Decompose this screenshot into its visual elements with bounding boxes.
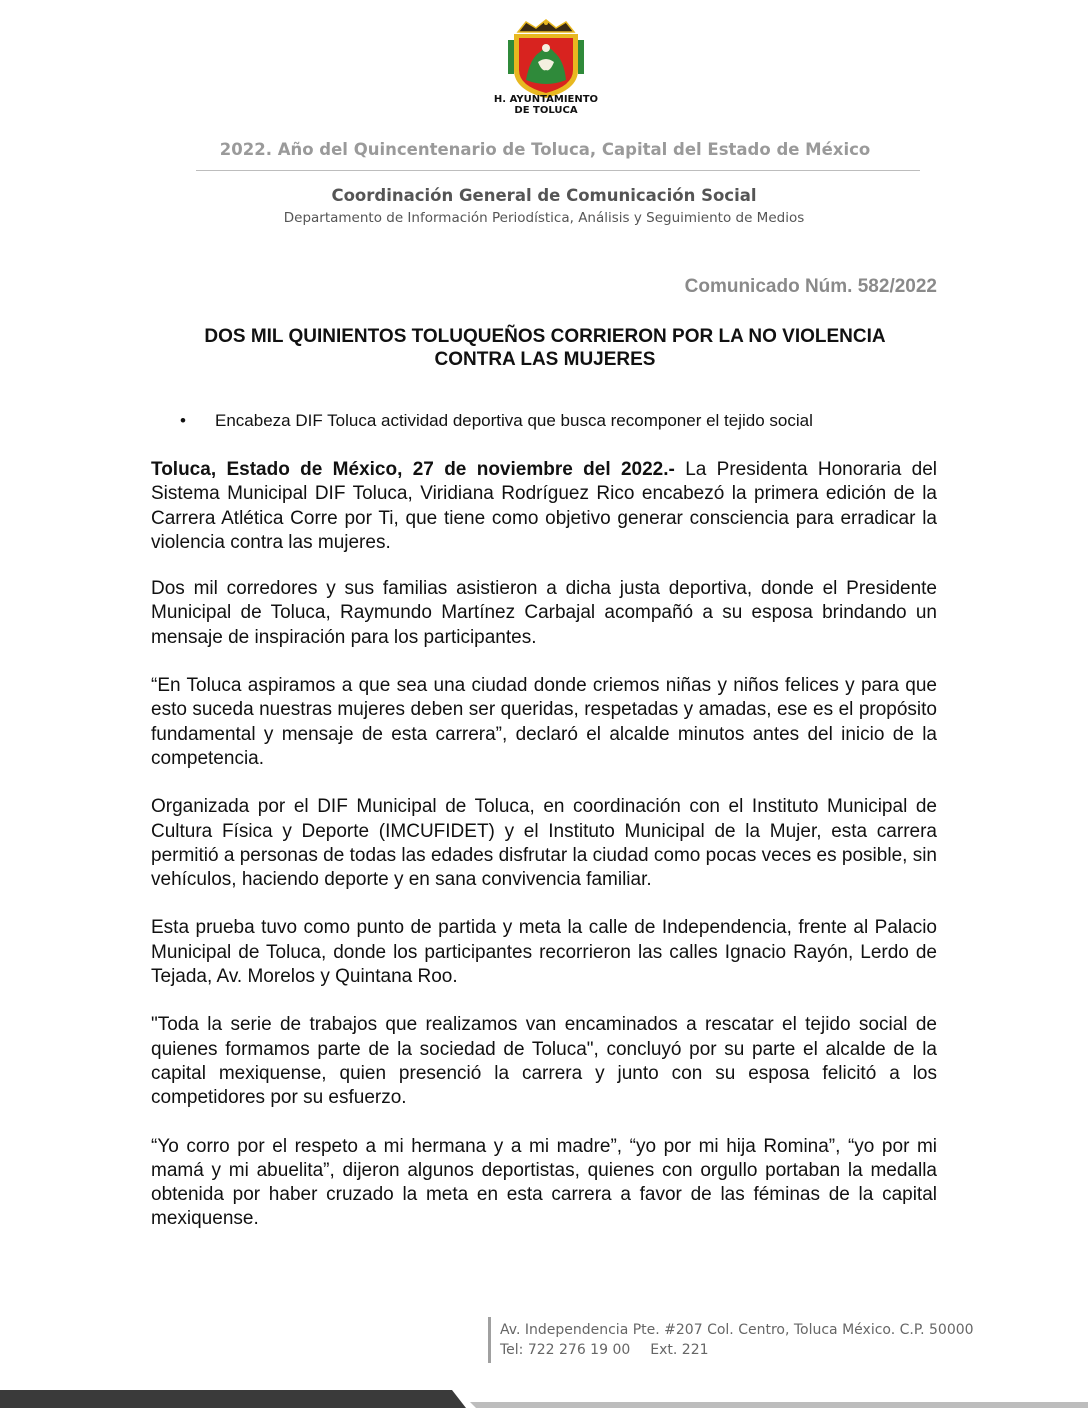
footer-phone: Tel: 722 276 19 00 bbox=[500, 1342, 631, 1358]
paragraph-4: Organizada por el DIF Municipal de Toluca, en coordinación con el Instituto Municipal de Cultura Física y Deporte (IMCUFIDET) y el Instituto Municipal de la Mujer, esta carrera permitió a personas de todas las edades disfrutar la ciudad como pocas veces es posible, sin vehículos, haciendo deporte y en sana convivencia familiar. bbox=[151, 796, 937, 891]
footer-phone-row bbox=[500, 1340, 974, 1360]
article-body bbox=[151, 458, 937, 1256]
footer-address: Av. Independencia Pte. #207 Col. Centro, Toluca México. C.P. 50000 bbox=[500, 1322, 974, 1338]
footer-accent-bar bbox=[488, 1317, 491, 1363]
paragraph-5: Esta prueba tuvo como punto de partida y meta la calle de Independencia, frente al Palacio Municipal de Toluca, donde los participantes recorrieron las calles Ignacio Rayón, Lerdo de Tejada, Av. Morelos y Quintana Roo. bbox=[151, 917, 937, 988]
paragraph-7: “Yo corro por el respeto a mi hermana y a mi madre”, “yo por mi hija Romina”, “yo por mi mamá y mi abuelita”, dijeron algunos deportistas, quienes con orgullo portaban la medalla obtenida por haber cruzado la meta en esta carrera a favor de las féminas de la capital mexiquense. bbox=[151, 1135, 937, 1230]
footer-extension: Ext. 221 bbox=[650, 1342, 709, 1358]
headline-line2: CONTRA LAS MUJERES bbox=[434, 349, 656, 370]
header-divider bbox=[196, 170, 920, 171]
logo-caption-line2: DE TOLUCA bbox=[514, 105, 578, 116]
headline bbox=[150, 325, 940, 371]
year-commemoration-line: 2022. Año del Quincentenario de Toluca, Capital del Estado de México bbox=[219, 140, 871, 159]
paragraph-6: "Toda la serie de trabajos que realizamos van encaminados a rescatar el tejido social de quienes formamos parte de la sociedad de Toluca", concluyó por su parte el alcalde de la capital mexiquense, quien presenció la carrera y junto con su esposa felicitó a los competidores por su esfuerzo. bbox=[151, 1014, 937, 1109]
paragraph-2: Dos mil corredores y sus familias asistieron a dicha justa deportiva, donde el Presidente Municipal de Toluca, Raymundo Martínez Carbajal acompañó a su esposa brindando un mensaje de inspiración para los participantes. bbox=[151, 578, 937, 648]
footer-contact bbox=[500, 1320, 974, 1360]
department-subtitle: Departamento de Información Periodística, Análisis y Seguimiento de Medios bbox=[283, 210, 805, 226]
press-release-number: Comunicado Núm. 582/2022 bbox=[684, 276, 937, 297]
logo-caption-line1: H. AYUNTAMIENTO bbox=[493, 94, 599, 105]
summary-bullet-text: Encabeza DIF Toluca actividad deportiva que busca recomponer el tejido social bbox=[215, 411, 813, 430]
paragraph-1-text: La Presidenta Honoraria del Sistema Municipal DIF Toluca, Viridiana Rodríguez Rico encabezó la primera edición de la Carrera Atlética Corre por Ti, que tiene como objetivo generar consciencia para erradicar la violencia contra las mujeres. bbox=[151, 459, 938, 553]
paragraph-3: “En Toluca aspiramos a que sea una ciudad donde criemos niñas y niños felices y para que esto suceda nuestras mujeres deben ser queridas, respetadas y amadas, ese es el propósito fundamental y mensaje de esta carrera”, declaró el alcalde minutos antes del inicio de la competencia. bbox=[151, 675, 937, 769]
footer-decorative-band bbox=[0, 1388, 1088, 1408]
paragraph-1 bbox=[151, 458, 937, 555]
logo-caption bbox=[470, 94, 622, 116]
summary-bullet bbox=[180, 410, 940, 432]
dateline: Toluca, Estado de México, 27 de noviembre del 2022.- bbox=[151, 459, 675, 480]
headline-line1: DOS MIL QUINIENTOS TOLUQUEÑOS CORRIERON POR LA NO VIOLENCIA bbox=[204, 326, 886, 347]
coordination-title: Coordinación General de Comunicación Social bbox=[331, 186, 757, 205]
bullet-dot-icon: • bbox=[180, 411, 186, 430]
